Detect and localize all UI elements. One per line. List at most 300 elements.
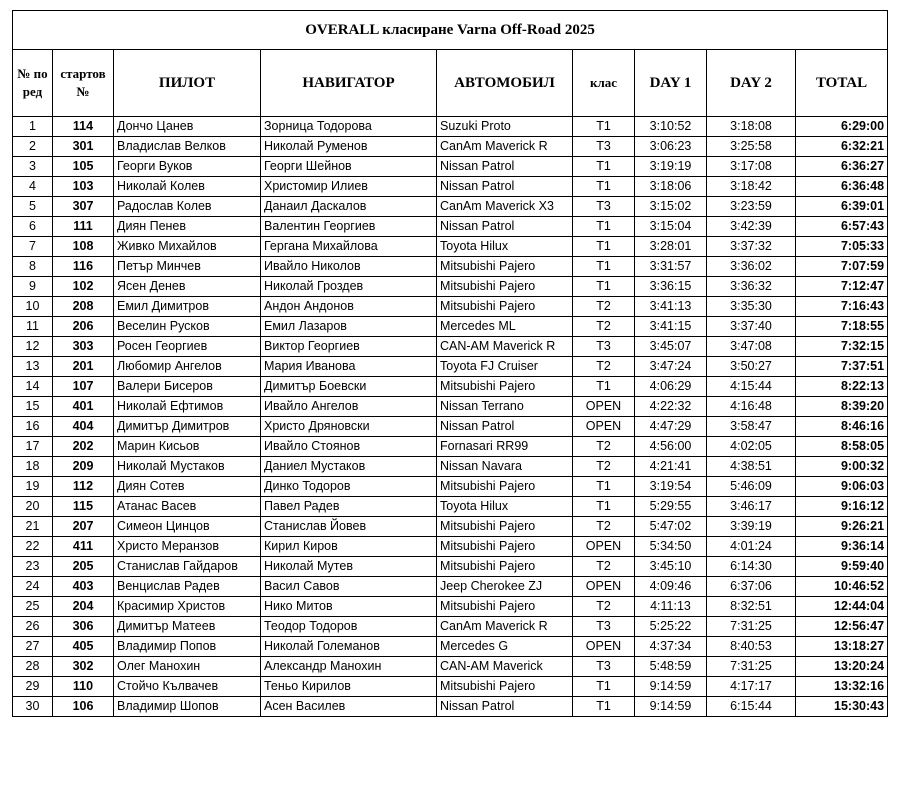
cell-car: Mitsubishi Pajero	[437, 477, 573, 497]
cell-day1: 3:36:15	[635, 277, 707, 297]
cell-total: 9:06:03	[796, 477, 888, 497]
cell-start-number: 116	[53, 257, 114, 277]
cell-navigator: Емил Лазаров	[261, 317, 437, 337]
cell-pilot: Венцислав Радев	[114, 577, 261, 597]
table-row	[13, 377, 888, 397]
table-row	[13, 117, 888, 137]
cell-total: 12:56:47	[796, 617, 888, 637]
table-row	[13, 357, 888, 377]
cell-day1: 5:29:55	[635, 497, 707, 517]
table-row	[13, 577, 888, 597]
cell-position: 17	[13, 437, 53, 457]
cell-position: 21	[13, 517, 53, 537]
cell-position: 2	[13, 137, 53, 157]
cell-day1: 3:10:52	[635, 117, 707, 137]
header-row	[13, 50, 888, 117]
cell-start-number: 306	[53, 617, 114, 637]
cell-position: 20	[13, 497, 53, 517]
cell-start-number: 107	[53, 377, 114, 397]
cell-position: 6	[13, 217, 53, 237]
cell-day2: 3:23:59	[707, 197, 796, 217]
cell-day2: 3:25:58	[707, 137, 796, 157]
cell-position: 25	[13, 597, 53, 617]
cell-navigator: Николай Руменов	[261, 137, 437, 157]
cell-start-number: 307	[53, 197, 114, 217]
cell-navigator: Васил Савов	[261, 577, 437, 597]
cell-pilot: Николай Мустаков	[114, 457, 261, 477]
cell-navigator: Теодор Тодоров	[261, 617, 437, 637]
cell-navigator: Николай Мутев	[261, 557, 437, 577]
cell-day2: 3:37:32	[707, 237, 796, 257]
cell-position: 27	[13, 637, 53, 657]
cell-pilot: Ясен Денев	[114, 277, 261, 297]
cell-day1: 3:31:57	[635, 257, 707, 277]
cell-start-number: 404	[53, 417, 114, 437]
cell-pilot: Станислав Гайдаров	[114, 557, 261, 577]
cell-start-number: 102	[53, 277, 114, 297]
cell-car: Mitsubishi Pajero	[437, 677, 573, 697]
cell-class: T1	[573, 237, 635, 257]
cell-navigator: Андон Андонов	[261, 297, 437, 317]
cell-position: 3	[13, 157, 53, 177]
header-car: АВТОМОБИЛ	[437, 50, 573, 117]
cell-class: T1	[573, 277, 635, 297]
cell-day2: 5:46:09	[707, 477, 796, 497]
cell-total: 15:30:43	[796, 697, 888, 717]
table-row	[13, 237, 888, 257]
cell-day1: 3:41:15	[635, 317, 707, 337]
cell-navigator: Георги Шейнов	[261, 157, 437, 177]
cell-start-number: 112	[53, 477, 114, 497]
header-position: № по ред	[13, 50, 53, 117]
header-pilot: ПИЛОТ	[114, 50, 261, 117]
cell-class: OPEN	[573, 537, 635, 557]
cell-navigator: Александр Манохин	[261, 657, 437, 677]
cell-pilot: Владислав Велков	[114, 137, 261, 157]
cell-day2: 8:32:51	[707, 597, 796, 617]
cell-day1: 3:41:13	[635, 297, 707, 317]
cell-day2: 4:01:24	[707, 537, 796, 557]
cell-pilot: Любомир Ангелов	[114, 357, 261, 377]
cell-day1: 9:14:59	[635, 677, 707, 697]
cell-class: T1	[573, 117, 635, 137]
cell-start-number: 105	[53, 157, 114, 177]
cell-position: 19	[13, 477, 53, 497]
cell-position: 5	[13, 197, 53, 217]
cell-navigator: Павел Радев	[261, 497, 437, 517]
cell-pilot: Олег Манохин	[114, 657, 261, 677]
cell-navigator: Нико Митов	[261, 597, 437, 617]
cell-day1: 4:09:46	[635, 577, 707, 597]
cell-navigator: Христо Дряновски	[261, 417, 437, 437]
cell-day2: 3:18:08	[707, 117, 796, 137]
cell-class: T1	[573, 677, 635, 697]
table-row	[13, 497, 888, 517]
cell-day1: 3:19:19	[635, 157, 707, 177]
cell-start-number: 207	[53, 517, 114, 537]
cell-car: Nissan Patrol	[437, 697, 573, 717]
cell-class: T1	[573, 217, 635, 237]
cell-pilot: Николай Ефтимов	[114, 397, 261, 417]
header-start-number: стартов №	[53, 50, 114, 117]
cell-car: Mitsubishi Pajero	[437, 257, 573, 277]
table-row	[13, 637, 888, 657]
cell-total: 6:29:00	[796, 117, 888, 137]
cell-total: 13:18:27	[796, 637, 888, 657]
cell-day1: 3:45:10	[635, 557, 707, 577]
cell-day2: 3:36:02	[707, 257, 796, 277]
cell-day1: 5:25:22	[635, 617, 707, 637]
cell-day1: 5:34:50	[635, 537, 707, 557]
cell-car: Nissan Navara	[437, 457, 573, 477]
cell-pilot: Дончо Цанев	[114, 117, 261, 137]
table-row	[13, 197, 888, 217]
cell-day1: 4:37:34	[635, 637, 707, 657]
table-title: OVERALL класиране Varna Off-Road 2025	[13, 11, 888, 50]
cell-pilot: Георги Вуков	[114, 157, 261, 177]
cell-car: Nissan Patrol	[437, 157, 573, 177]
cell-car: Mitsubishi Pajero	[437, 517, 573, 537]
table-row	[13, 277, 888, 297]
cell-day2: 4:15:44	[707, 377, 796, 397]
header-class: клас	[573, 50, 635, 117]
cell-day2: 6:15:44	[707, 697, 796, 717]
cell-start-number: 204	[53, 597, 114, 617]
cell-day1: 4:06:29	[635, 377, 707, 397]
cell-class: T3	[573, 617, 635, 637]
cell-total: 6:39:01	[796, 197, 888, 217]
cell-navigator: Динко Тодоров	[261, 477, 437, 497]
cell-class: T2	[573, 297, 635, 317]
cell-total: 8:22:13	[796, 377, 888, 397]
cell-car: Mitsubishi Pajero	[437, 537, 573, 557]
cell-day2: 3:47:08	[707, 337, 796, 357]
table-row	[13, 317, 888, 337]
cell-class: OPEN	[573, 637, 635, 657]
cell-start-number: 201	[53, 357, 114, 377]
cell-position: 8	[13, 257, 53, 277]
cell-day2: 4:17:17	[707, 677, 796, 697]
table-row	[13, 257, 888, 277]
cell-car: Toyota FJ Cruiser	[437, 357, 573, 377]
cell-navigator: Ивайло Николов	[261, 257, 437, 277]
cell-start-number: 206	[53, 317, 114, 337]
table-row	[13, 217, 888, 237]
cell-day1: 3:47:24	[635, 357, 707, 377]
cell-class: OPEN	[573, 577, 635, 597]
cell-navigator: Николай Гроздев	[261, 277, 437, 297]
cell-day2: 3:17:08	[707, 157, 796, 177]
cell-day1: 5:47:02	[635, 517, 707, 537]
cell-day2: 7:31:25	[707, 617, 796, 637]
cell-position: 12	[13, 337, 53, 357]
cell-navigator: Ивайло Ангелов	[261, 397, 437, 417]
cell-car: Toyota Hilux	[437, 497, 573, 517]
table-row	[13, 297, 888, 317]
cell-class: T1	[573, 477, 635, 497]
cell-car: Suzuki Proto	[437, 117, 573, 137]
table-row	[13, 677, 888, 697]
cell-class: T2	[573, 357, 635, 377]
cell-day1: 4:47:29	[635, 417, 707, 437]
cell-day2: 3:18:42	[707, 177, 796, 197]
cell-class: T2	[573, 317, 635, 337]
cell-position: 11	[13, 317, 53, 337]
cell-pilot: Стойчо Кълвачев	[114, 677, 261, 697]
cell-day2: 3:50:27	[707, 357, 796, 377]
cell-pilot: Христо Меранзов	[114, 537, 261, 557]
table-row	[13, 477, 888, 497]
cell-position: 30	[13, 697, 53, 717]
cell-class: T2	[573, 557, 635, 577]
cell-navigator: Зорница Тодорова	[261, 117, 437, 137]
cell-pilot: Симеон Цинцов	[114, 517, 261, 537]
cell-pilot: Красимир Христов	[114, 597, 261, 617]
cell-pilot: Марин Кисьов	[114, 437, 261, 457]
cell-class: OPEN	[573, 397, 635, 417]
cell-pilot: Росен Георгиев	[114, 337, 261, 357]
cell-pilot: Димитър Димитров	[114, 417, 261, 437]
cell-day2: 3:36:32	[707, 277, 796, 297]
cell-day1: 3:15:02	[635, 197, 707, 217]
cell-total: 13:20:24	[796, 657, 888, 677]
cell-class: T2	[573, 457, 635, 477]
cell-car: Mitsubishi Pajero	[437, 557, 573, 577]
cell-position: 28	[13, 657, 53, 677]
cell-day1: 4:11:13	[635, 597, 707, 617]
cell-pilot: Веселин Русков	[114, 317, 261, 337]
cell-navigator: Христомир Илиев	[261, 177, 437, 197]
cell-day1: 3:45:07	[635, 337, 707, 357]
cell-start-number: 209	[53, 457, 114, 477]
cell-navigator: Валентин Георгиев	[261, 217, 437, 237]
cell-class: T1	[573, 157, 635, 177]
cell-start-number: 205	[53, 557, 114, 577]
cell-start-number: 301	[53, 137, 114, 157]
cell-total: 7:05:33	[796, 237, 888, 257]
cell-navigator: Мария Иванова	[261, 357, 437, 377]
cell-navigator: Гергана Михайлова	[261, 237, 437, 257]
cell-navigator: Виктор Георгиев	[261, 337, 437, 357]
cell-car: Nissan Patrol	[437, 417, 573, 437]
cell-day1: 3:28:01	[635, 237, 707, 257]
cell-total: 6:36:48	[796, 177, 888, 197]
cell-start-number: 108	[53, 237, 114, 257]
header-total: TOTAL	[796, 50, 888, 117]
cell-car: Mercedes G	[437, 637, 573, 657]
table-row	[13, 597, 888, 617]
cell-position: 26	[13, 617, 53, 637]
cell-total: 7:37:51	[796, 357, 888, 377]
cell-car: Mitsubishi Pajero	[437, 597, 573, 617]
cell-pilot: Валери Бисеров	[114, 377, 261, 397]
cell-start-number: 403	[53, 577, 114, 597]
cell-start-number: 303	[53, 337, 114, 357]
cell-pilot: Емил Димитров	[114, 297, 261, 317]
cell-position: 18	[13, 457, 53, 477]
table-row	[13, 437, 888, 457]
cell-start-number: 411	[53, 537, 114, 557]
cell-total: 8:46:16	[796, 417, 888, 437]
cell-start-number: 114	[53, 117, 114, 137]
cell-navigator: Николай Големанов	[261, 637, 437, 657]
cell-pilot: Радослав Колев	[114, 197, 261, 217]
table-row	[13, 657, 888, 677]
cell-navigator: Ивайло Стоянов	[261, 437, 437, 457]
table-row	[13, 617, 888, 637]
cell-position: 16	[13, 417, 53, 437]
cell-position: 7	[13, 237, 53, 257]
cell-car: CanAm Maverick X3	[437, 197, 573, 217]
cell-day2: 4:38:51	[707, 457, 796, 477]
cell-total: 9:26:21	[796, 517, 888, 537]
table-row	[13, 177, 888, 197]
cell-day2: 3:37:40	[707, 317, 796, 337]
cell-car: CAN-AM Maverick	[437, 657, 573, 677]
cell-class: T1	[573, 497, 635, 517]
results-table	[12, 10, 888, 717]
cell-navigator: Асен Василев	[261, 697, 437, 717]
cell-pilot: Диян Сотев	[114, 477, 261, 497]
cell-position: 1	[13, 117, 53, 137]
cell-navigator: Даниел Мустаков	[261, 457, 437, 477]
cell-position: 14	[13, 377, 53, 397]
cell-total: 6:57:43	[796, 217, 888, 237]
cell-car: Mitsubishi Pajero	[437, 277, 573, 297]
results-body	[13, 117, 888, 717]
cell-car: Nissan Terrano	[437, 397, 573, 417]
table-row	[13, 397, 888, 417]
cell-pilot: Атанас Васев	[114, 497, 261, 517]
cell-total: 8:58:05	[796, 437, 888, 457]
cell-car: Fornasari RR99	[437, 437, 573, 457]
cell-pilot: Диян Пенев	[114, 217, 261, 237]
cell-total: 7:32:15	[796, 337, 888, 357]
cell-position: 4	[13, 177, 53, 197]
cell-navigator: Станислав Йовев	[261, 517, 437, 537]
cell-car: CAN-AM Maverick R	[437, 337, 573, 357]
cell-start-number: 302	[53, 657, 114, 677]
cell-car: Mercedes ML	[437, 317, 573, 337]
cell-day1: 4:21:41	[635, 457, 707, 477]
cell-day2: 6:37:06	[707, 577, 796, 597]
cell-navigator: Теньо Кирилов	[261, 677, 437, 697]
cell-car: Toyota Hilux	[437, 237, 573, 257]
cell-total: 13:32:16	[796, 677, 888, 697]
cell-start-number: 106	[53, 697, 114, 717]
cell-car: Nissan Patrol	[437, 177, 573, 197]
cell-start-number: 202	[53, 437, 114, 457]
header-day2: DAY 2	[707, 50, 796, 117]
cell-car: CanAm Maverick R	[437, 137, 573, 157]
table-row	[13, 517, 888, 537]
cell-position: 23	[13, 557, 53, 577]
cell-class: T2	[573, 517, 635, 537]
cell-car: Nissan Patrol	[437, 217, 573, 237]
header-day1: DAY 1	[635, 50, 707, 117]
cell-position: 22	[13, 537, 53, 557]
cell-pilot: Петър Минчев	[114, 257, 261, 277]
cell-day2: 3:46:17	[707, 497, 796, 517]
cell-pilot: Владимир Попов	[114, 637, 261, 657]
cell-total: 9:59:40	[796, 557, 888, 577]
cell-class: T1	[573, 177, 635, 197]
cell-day2: 3:35:30	[707, 297, 796, 317]
cell-class: T2	[573, 597, 635, 617]
table-row	[13, 157, 888, 177]
cell-total: 7:12:47	[796, 277, 888, 297]
cell-class: T3	[573, 337, 635, 357]
cell-total: 7:16:43	[796, 297, 888, 317]
cell-start-number: 110	[53, 677, 114, 697]
cell-class: T1	[573, 377, 635, 397]
cell-day2: 3:42:39	[707, 217, 796, 237]
header-navigator: НАВИГАТОР	[261, 50, 437, 117]
cell-start-number: 111	[53, 217, 114, 237]
cell-position: 10	[13, 297, 53, 317]
cell-class: T3	[573, 197, 635, 217]
cell-pilot: Николай Колев	[114, 177, 261, 197]
cell-start-number: 115	[53, 497, 114, 517]
cell-position: 13	[13, 357, 53, 377]
cell-pilot: Димитър Матеев	[114, 617, 261, 637]
cell-total: 6:32:21	[796, 137, 888, 157]
cell-total: 9:16:12	[796, 497, 888, 517]
cell-total: 12:44:04	[796, 597, 888, 617]
cell-position: 9	[13, 277, 53, 297]
cell-day1: 9:14:59	[635, 697, 707, 717]
cell-day2: 6:14:30	[707, 557, 796, 577]
cell-car: Mitsubishi Pajero	[437, 377, 573, 397]
cell-day2: 3:39:19	[707, 517, 796, 537]
cell-day2: 3:58:47	[707, 417, 796, 437]
cell-pilot: Живко Михайлов	[114, 237, 261, 257]
cell-day1: 5:48:59	[635, 657, 707, 677]
cell-pilot: Владимир Шопов	[114, 697, 261, 717]
cell-position: 15	[13, 397, 53, 417]
cell-start-number: 405	[53, 637, 114, 657]
table-row	[13, 457, 888, 477]
cell-day1: 3:19:54	[635, 477, 707, 497]
cell-total: 6:36:27	[796, 157, 888, 177]
cell-day1: 3:06:23	[635, 137, 707, 157]
cell-car: Jeep Cherokee ZJ	[437, 577, 573, 597]
table-row	[13, 417, 888, 437]
cell-class: T3	[573, 137, 635, 157]
table-row	[13, 557, 888, 577]
cell-position: 29	[13, 677, 53, 697]
cell-start-number: 103	[53, 177, 114, 197]
cell-start-number: 208	[53, 297, 114, 317]
cell-total: 7:07:59	[796, 257, 888, 277]
cell-day1: 3:18:06	[635, 177, 707, 197]
cell-day1: 4:56:00	[635, 437, 707, 457]
cell-navigator: Димитър Боевски	[261, 377, 437, 397]
cell-total: 7:18:55	[796, 317, 888, 337]
table-row	[13, 697, 888, 717]
table-row	[13, 537, 888, 557]
cell-day2: 7:31:25	[707, 657, 796, 677]
cell-total: 8:39:20	[796, 397, 888, 417]
cell-class: T1	[573, 697, 635, 717]
cell-day1: 4:22:32	[635, 397, 707, 417]
table-row	[13, 137, 888, 157]
cell-total: 9:00:32	[796, 457, 888, 477]
cell-car: Mitsubishi Pajero	[437, 297, 573, 317]
cell-start-number: 401	[53, 397, 114, 417]
cell-total: 10:46:52	[796, 577, 888, 597]
cell-class: T3	[573, 657, 635, 677]
